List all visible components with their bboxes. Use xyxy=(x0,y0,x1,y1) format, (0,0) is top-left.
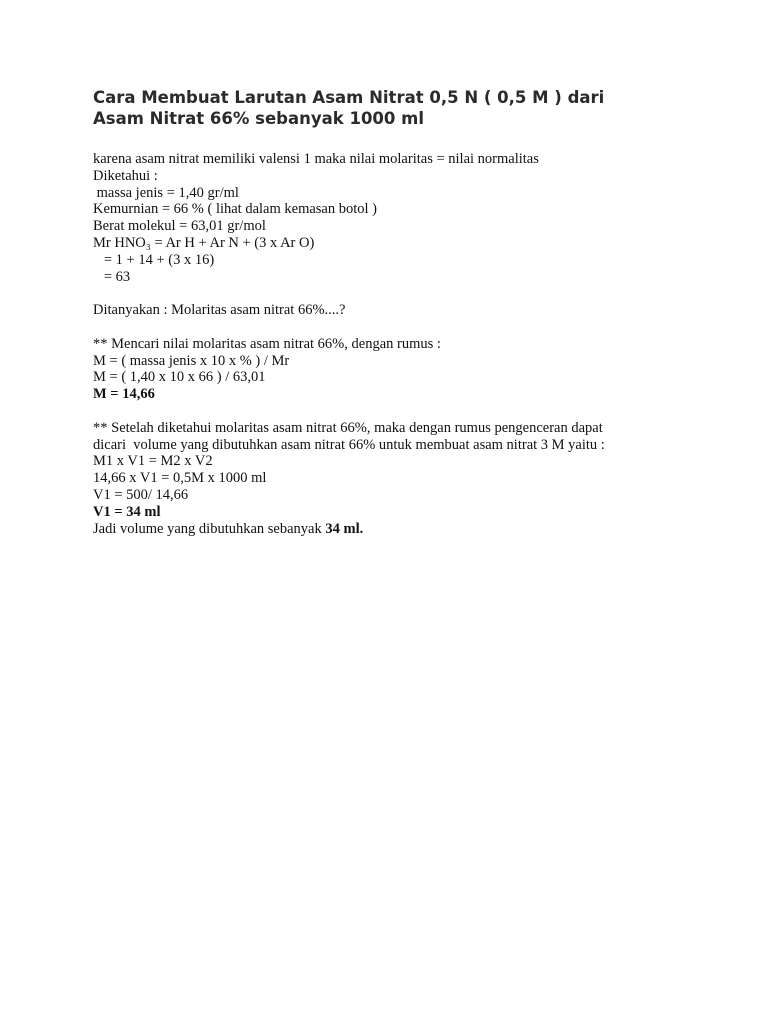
dilution-heading-line-2: dicari volume yang dibutuhkan asam nitrat 66% untuk membuat asam nitrat 3 M yaitu : xyxy=(93,436,605,453)
mr-step-2-line: = 63 xyxy=(93,268,131,285)
title-line-1: Cara Membuat Larutan Asam Nitrat 0,5 N ( 0,5 M ) dari xyxy=(93,88,605,107)
conclusion-text: Jadi volume yang dibutuhkan sebanyak xyxy=(93,520,326,537)
document-page xyxy=(93,87,693,537)
dilution-substitution: 14,66 x V1 = 0,5M x 1000 ml xyxy=(93,470,267,487)
purity-line: Kemurnian = 66 % ( lihat dalam kemasan botol ) xyxy=(93,201,378,218)
molarity-result: M = 14,66 xyxy=(93,386,155,403)
molarity-formula: M = ( massa jenis x 10 x % ) / Mr xyxy=(93,352,290,369)
intro-text: karena asam nitrat memiliki valensi 1 maka nilai molaritas = nilai normalitas xyxy=(93,151,539,167)
molarity-section xyxy=(93,336,693,403)
paragraph-gap xyxy=(93,285,693,302)
known-section xyxy=(93,151,693,285)
molarity-substitution: M = ( 1,40 x 10 x 66 ) / 63,01 xyxy=(93,369,266,386)
conclusion-value: 34 ml. xyxy=(325,520,364,537)
density-line: massa jenis = 1,40 gr/ml xyxy=(93,184,239,201)
dilution-section xyxy=(93,420,693,538)
paragraph-gap xyxy=(93,403,693,420)
molecular-weight-line: Berat molekul = 63,01 gr/mol xyxy=(93,218,266,235)
dilution-heading-line-1: ** Setelah diketahui molaritas asam nitrat 66%, maka dengan rumus pengenceran dapat xyxy=(93,419,603,436)
mr-formula-line: Mr HNO₃ = Ar H + Ar N + (3 x Ar O) xyxy=(93,234,315,251)
mr-step-1-line: = 1 + 14 + (3 x 16) xyxy=(93,251,215,268)
document-body xyxy=(93,151,693,537)
dilution-step: V1 = 500/ 14,66 xyxy=(93,486,189,503)
page-title xyxy=(93,87,693,129)
question-line: Ditanyakan : Molaritas asam nitrat 66%....? xyxy=(93,302,346,319)
paragraph-gap xyxy=(93,319,693,336)
molarity-heading: ** Mencari nilai molaritas asam nitrat 66%, dengan rumus : xyxy=(93,335,441,352)
title-line-2: Asam Nitrat 66% sebanyak 1000 ml xyxy=(93,109,424,128)
known-heading: Diketahui : xyxy=(93,167,158,184)
dilution-formula: M1 x V1 = M2 x V2 xyxy=(93,453,213,470)
dilution-result: V1 = 34 ml xyxy=(93,503,161,520)
conclusion-line xyxy=(93,521,693,538)
